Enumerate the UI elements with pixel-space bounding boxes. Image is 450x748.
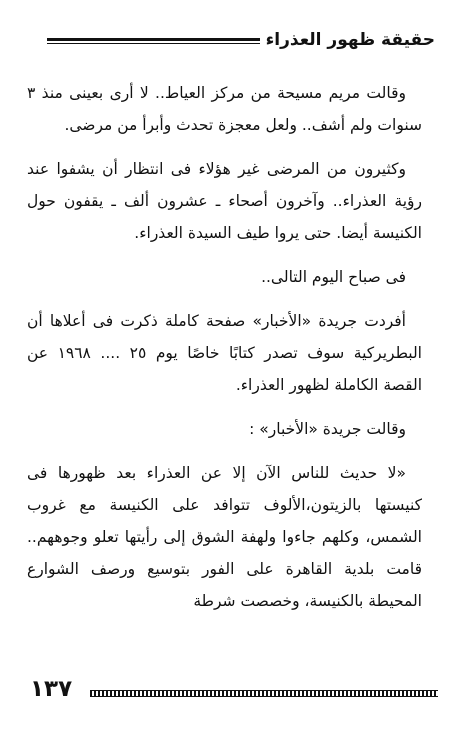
paragraph-4: أفردت جريدة «الأخبار» صفحة كاملة ذكرت فى أعلاها أن البطريركية سوف تصدر كتابًا خاصًا يوم ٢٥ .... ١٩٦٨ عن القصة الكاملة لظهور العذراء. <box>27 312 422 394</box>
paragraph-3: فى صباح اليوم التالى.. <box>261 268 406 286</box>
body-text <box>27 77 422 629</box>
paragraph-1: وقالت مريم مسيحة من مركز العياط.. لا أرى بعينى منذ ٣ سنوات ولم أشف.. ولعل معجزة تحدث وأبرأ من مرضى. <box>27 84 422 134</box>
header-rule <box>47 38 260 41</box>
paragraph-6: «لا حديث للناس الآن إلا عن العذراء بعد ظهورها فى كنيستها بالزيتون،الألوف تتوافد على الكنيسة مع غروب الشمس، وكلهم جاءوا ولهفة الشوق إلى رأيتها تعلو وجوههم.. قامت بلدية القاهرة على الفور بتوسيع ورصف الشوارع المحيطة بالكنيسة، وخصصت شرطة <box>27 464 422 610</box>
header-rule-thin <box>47 43 260 44</box>
running-header-title: حقيقة ظهور العذراء <box>265 30 435 50</box>
page-number: ١٣٧ <box>30 676 73 702</box>
footer-rule <box>90 690 438 697</box>
paragraph-5: وقالت جريدة «الأخبار» : <box>249 420 406 438</box>
paragraph-2: وكثيرون من المرضى غير هؤلاء فى انتظار أن يشفوا عند رؤية العذراء.. وآخرون أصحاء ـ عشرون ألف ـ يقفون حول الكنيسة أيضا. حتى يروا طيف السيدة العذراء. <box>27 160 422 242</box>
